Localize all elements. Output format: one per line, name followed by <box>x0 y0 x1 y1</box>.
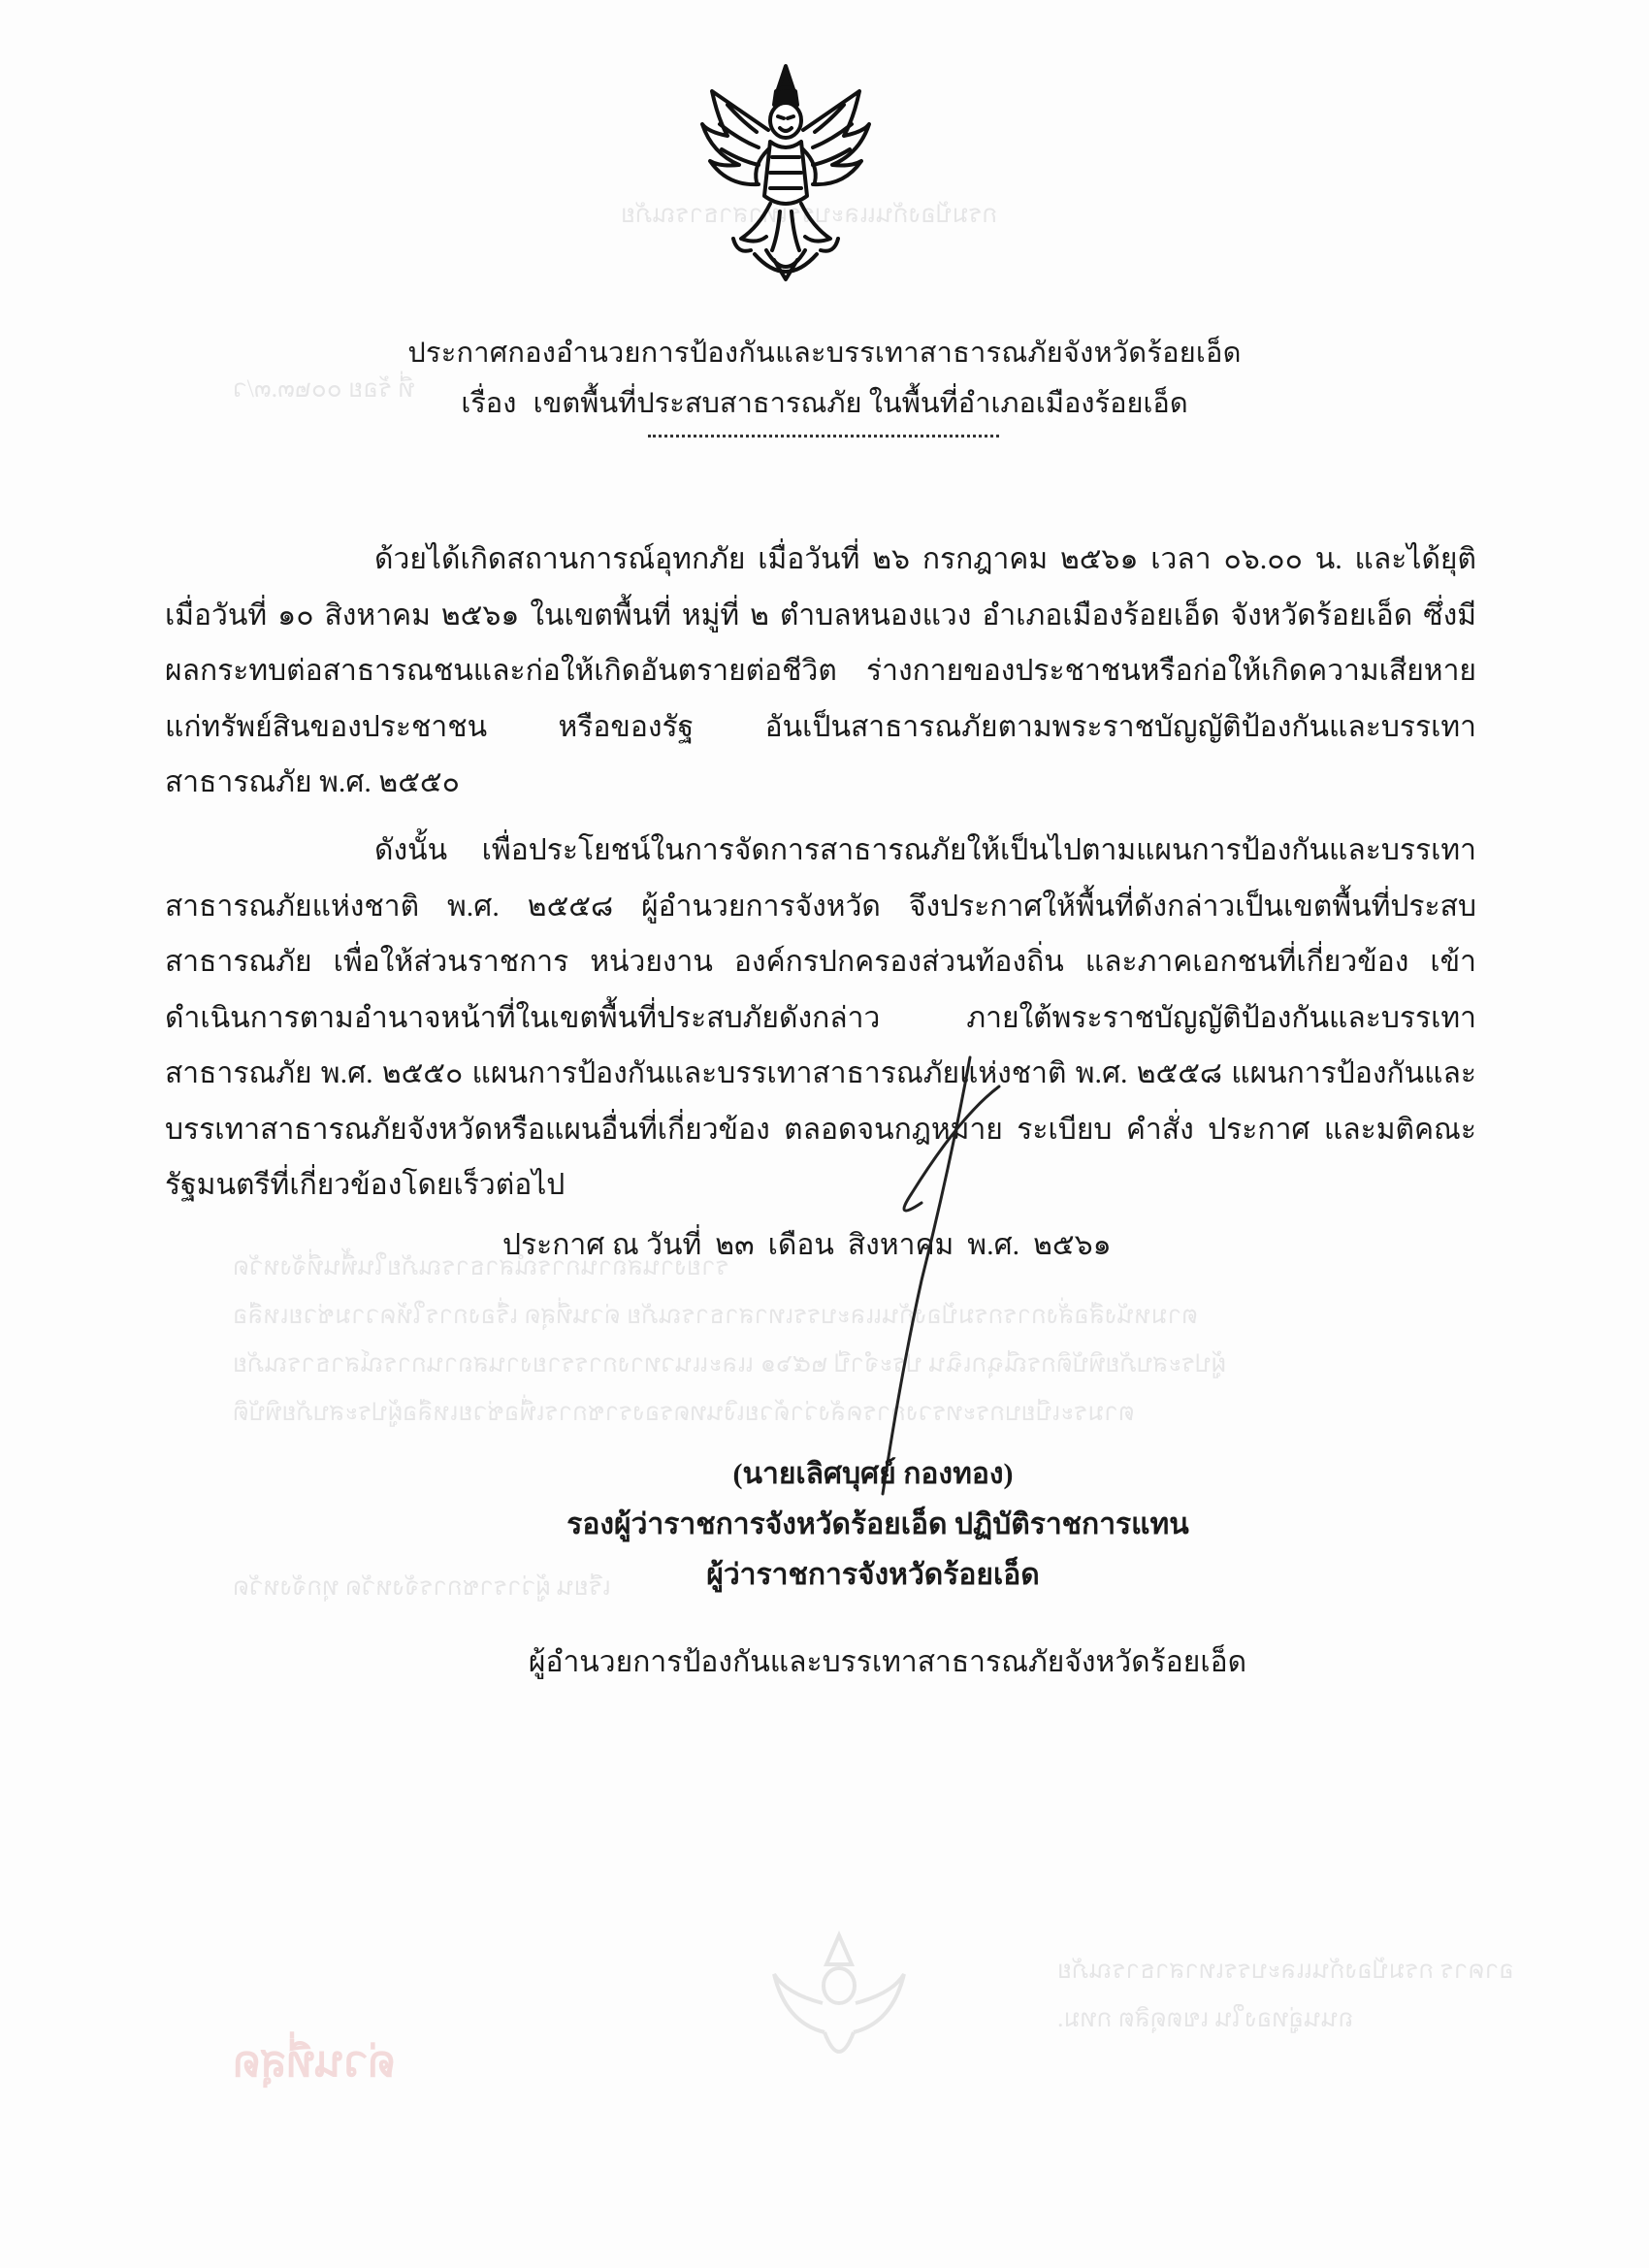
handwritten-signature <box>854 1048 1028 1504</box>
bleed-through-mark: ผู้ประสบภัยพิบัติกรณีฉุกเฉิน ประจำปี ๒๕๖๑ และแนวทางการรายงานสถานการณ์สาธารณภัย <box>233 1349 1226 1377</box>
announce-month: สิงหาคม <box>847 1229 954 1261</box>
bleed-through-mark: ตามระเบียบกระทรวงการคลังว่าด้วยเงินทดรองราชการเพื่อช่วยเหลือผู้ประสบภัยพิบัติ <box>233 1398 1135 1426</box>
body-paragraph-2 <box>165 823 1476 1214</box>
bleed-through-mark: ตามหนังสือสั่งการกรมป้องกันและบรรเทาสาธารณภัย ด่วนที่สุด เรื่องการให้ความช่วยเหลือ <box>233 1301 1199 1329</box>
announcement-subject <box>0 380 1649 425</box>
signatory-name: (นายเลิศบุศย์ กองทอง) <box>732 1458 1014 1490</box>
announce-label: ประกาศ ณ วันที่ <box>502 1229 702 1261</box>
announce-month-label: เดือน <box>767 1229 834 1261</box>
bleed-through-seal <box>766 1926 912 2081</box>
subject-text: เขตพื้นที่ประสบสาธารณภัย ในพื้นที่อำเภอเมืองร้อยเอ็ด <box>533 388 1188 419</box>
bleed-through-mark: อาคาร กรมป้องกันและบรรเทาสาธารณภัย <box>1057 1956 1514 1984</box>
subject-label: เรื่อง <box>461 388 517 419</box>
bleed-through-mark: เรียน ผู้ว่าราชการจังหวัด ทุกจังหวัด <box>233 1572 611 1601</box>
bleed-through-mark: ถนนอู่ทองใน เขตดุสิต กทม. <box>1057 2004 1354 2032</box>
paragraph-1-text: ด้วยได้เกิดสถานการณ์อุทกภัย เมื่อวันที่ ๒๖ กรกฎาคม ๒๕๖๑ เวลา ๐๖.๐๐ น. และได้ยุติเมื่อวันที่ ๑๐ สิงหาคม ๒๕๖๑ ในเขตพื้นที่ หมู่ที่ ๒ ตำบลหนองแวง อำเภอเมืองร้อยเอ็ด จังหวัดร้อยเอ็ด ซึ่งมีผลกระทบต่อสาธารณชนและก่อให้เกิดอันตรายต่อชีวิต ร่างกายของประชาชนหรือก่อให้เกิดความเสียหายแก่ทรัพย์สินของประชาชน หรือของรัฐ อันเป็นสาธารณภัยตามพระราชบัญญัติป้องกันและบรรเทาสาธารณภัย พ.ศ. ๒๕๕๐ <box>165 543 1476 798</box>
signatory-position-1: รองผู้ว่าราชการจังหวัดร้อยเอ็ด ปฏิบัติราชการแทน <box>566 1508 1189 1540</box>
garuda-emblem <box>698 60 873 289</box>
bleed-through-mark: ที่ ร้อย ๐๐๒๓.๓/ว <box>233 374 415 403</box>
body-paragraph-1 <box>165 532 1476 811</box>
signatory-position-2: ผู้ว่าราชการจังหวัดร้อยเอ็ด <box>706 1559 1040 1591</box>
announce-year: ๒๕๖๑ <box>1033 1229 1112 1261</box>
announce-day: ๒๓ <box>715 1229 755 1261</box>
header-divider <box>648 435 999 437</box>
bleed-through-mark: รายงานสถานการณ์สาธารณภัยในพื้นที่จังหวัด <box>233 1252 729 1280</box>
bleed-through-mark: กรมป้องกันและบรรเทาสาธารณภัย <box>621 200 998 228</box>
announcement-title: ประกาศกองอำนวยการป้องกันและบรรเทาสาธารณภัยจังหวัดร้อยเอ็ด <box>407 338 1242 369</box>
signatory-position-3: ผู้อำนวยการป้องกันและบรรเทาสาธารณภัยจังหวัดร้อยเอ็ด <box>528 1646 1247 1678</box>
bleed-through-stamp: ด่วนที่สุด <box>233 2038 396 2086</box>
announce-year-label: พ.ศ. <box>967 1229 1020 1261</box>
paragraph-2-text: ดังนั้น เพื่อประโยชน์ในการจัดการสาธารณภัยให้เป็นไปตามแผนการป้องกันและบรรเทาสาธารณภัยแห่งชาติ พ.ศ. ๒๕๕๘ ผู้อำนวยการจังหวัด จึงประกาศให้พื้นที่ดังกล่าวเป็นเขตพื้นที่ประสบสาธารณภัย เพื่อให้ส่วนราชการ หน่วยงาน องค์กรปกครองส่วนท้องถิ่น และภาคเอกชนที่เกี่ยวข้อง เข้าดำเนินการตามอำนาจหน้าที่ในเขตพื้นที่ประสบภัยดังกล่าว ภายใต้พระราชบัญญัติป้องกันและบรรเทาสาธารณภัย พ.ศ. ๒๕๕๐ แผนการป้องกันและบรรเทาสาธารณภัยแห่งชาติ พ.ศ. ๒๕๕๘ แผนการป้องกันและบรรเทาสาธารณภัยจังหวัดหรือแผนอื่นที่เกี่ยวข้อง ตลอดจนกฎหมาย ระเบียบ คำสั่ง ประกาศ และมติคณะรัฐมนตรีที่เกี่ยวข้องโดยเร็วต่อไป <box>165 834 1476 1201</box>
